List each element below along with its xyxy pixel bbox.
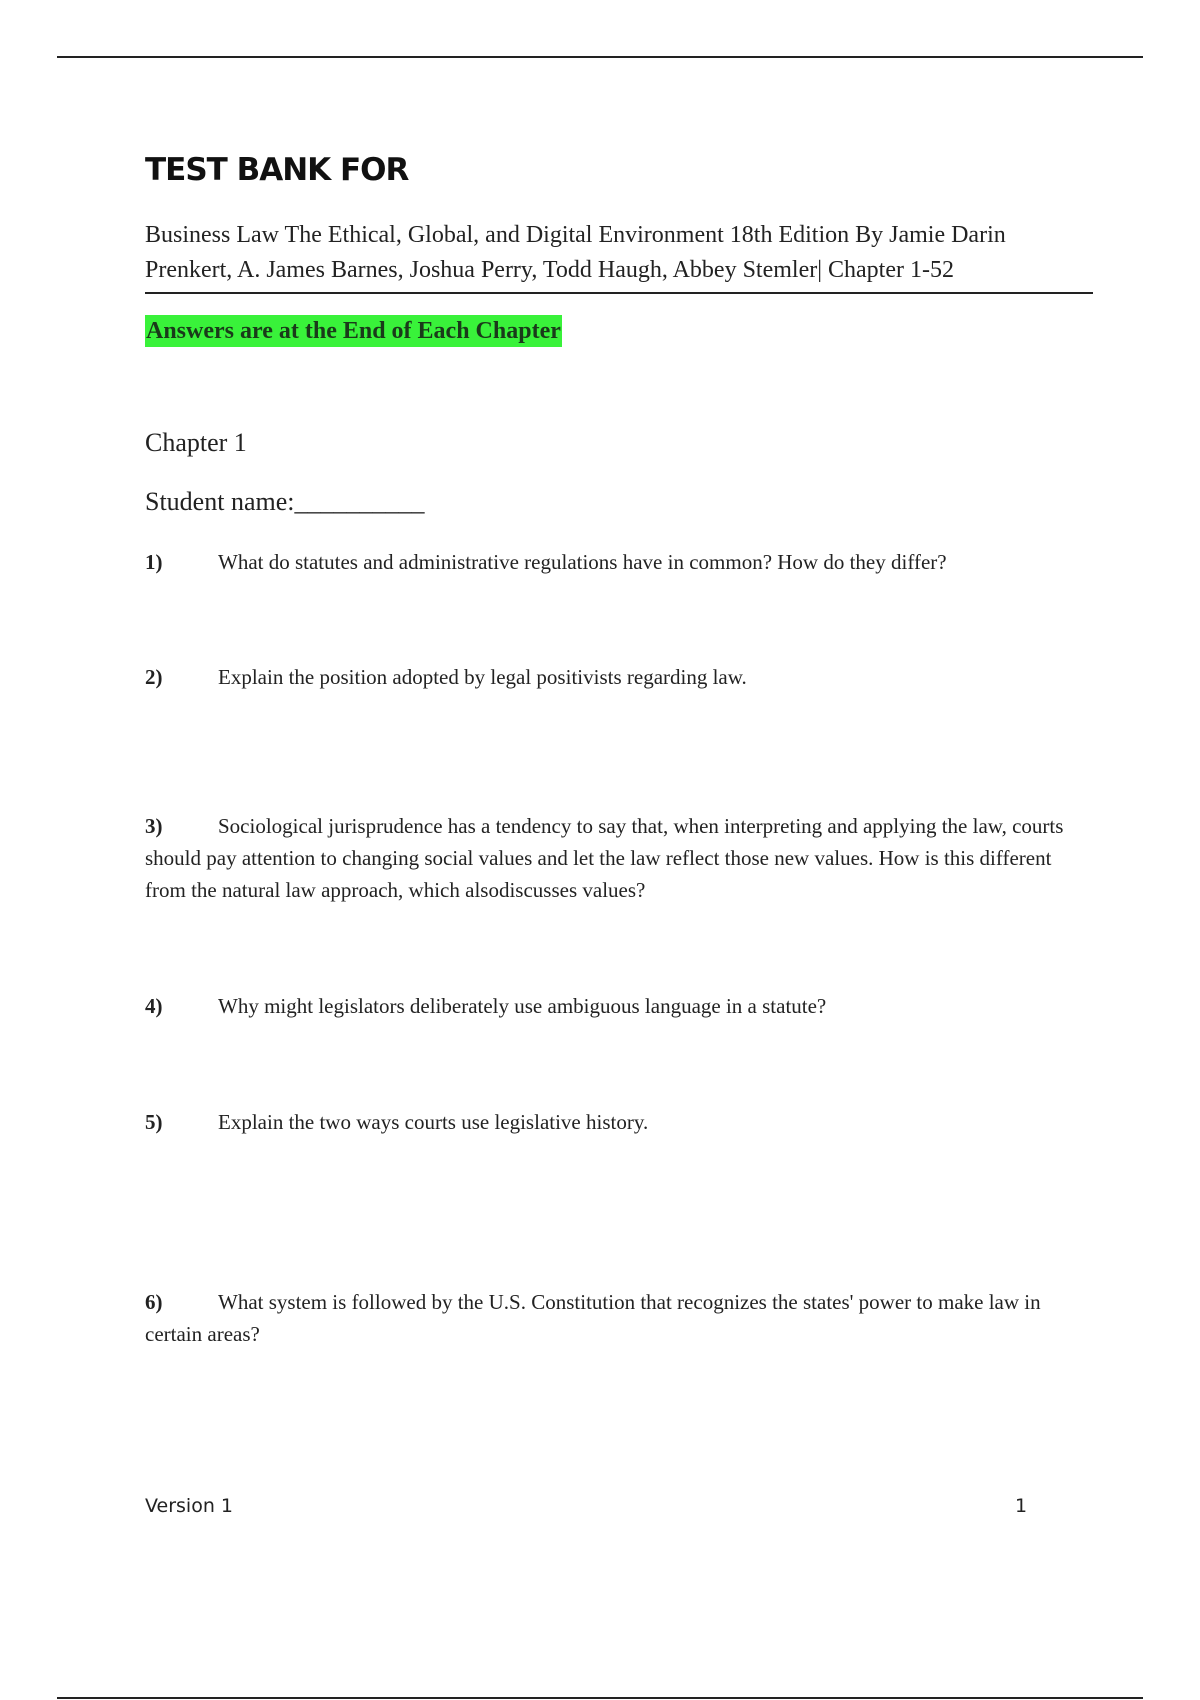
- question-item: [145, 990, 1095, 1022]
- student-name-field: Student name:__________: [145, 487, 425, 516]
- footer-version: Version 1: [145, 1495, 233, 1517]
- question-text: Explain the position adopted by legal positivists regarding law.: [218, 665, 747, 689]
- question-item: [145, 661, 1095, 693]
- bottom-rule: [57, 1697, 1143, 1699]
- subtitle-line-2: Prenkert, A. James Barnes, Joshua Perry, Todd Haugh, Abbey Stemler| Chapter 1-52: [145, 257, 954, 283]
- question-item: [145, 1286, 1095, 1350]
- question-text: What system is followed by the U.S. Constitution that recognizes the states' power to make law in certain areas?: [145, 1290, 1041, 1346]
- question-number: 1): [145, 550, 163, 574]
- answers-note-highlight: Answers are at the End of Each Chapter: [145, 315, 562, 347]
- chapter-heading: Chapter 1: [145, 428, 247, 457]
- question-number: 3): [145, 814, 163, 838]
- question-text: Sociological jurisprudence has a tendency to say that, when interpreting and applying the law, courts should pay attention to changing social values and let the law reflect those new values. How is this different from the natural law approach, which alsodiscusses values?: [145, 814, 1064, 902]
- question-number: 5): [145, 1110, 163, 1134]
- question-item: [145, 810, 1095, 906]
- book-subtitle: [145, 218, 1093, 294]
- question-number: 2): [145, 665, 163, 689]
- question-item: [145, 1106, 1095, 1138]
- question-text: Explain the two ways courts use legislative history.: [218, 1110, 649, 1134]
- document-title: TEST BANK FOR: [145, 152, 409, 188]
- question-number: 6): [145, 1290, 163, 1314]
- subtitle-line-1: Business Law The Ethical, Global, and Digital Environment 18th Edition By Jamie Darin: [145, 222, 1006, 248]
- question-item: [145, 546, 1095, 578]
- question-text: Why might legislators deliberately use ambiguous language in a statute?: [218, 994, 827, 1018]
- question-number: 4): [145, 994, 163, 1018]
- footer-page-number: 1: [1015, 1495, 1028, 1517]
- question-text: What do statutes and administrative regulations have in common? How do they differ?: [218, 550, 947, 574]
- top-rule: [57, 56, 1143, 58]
